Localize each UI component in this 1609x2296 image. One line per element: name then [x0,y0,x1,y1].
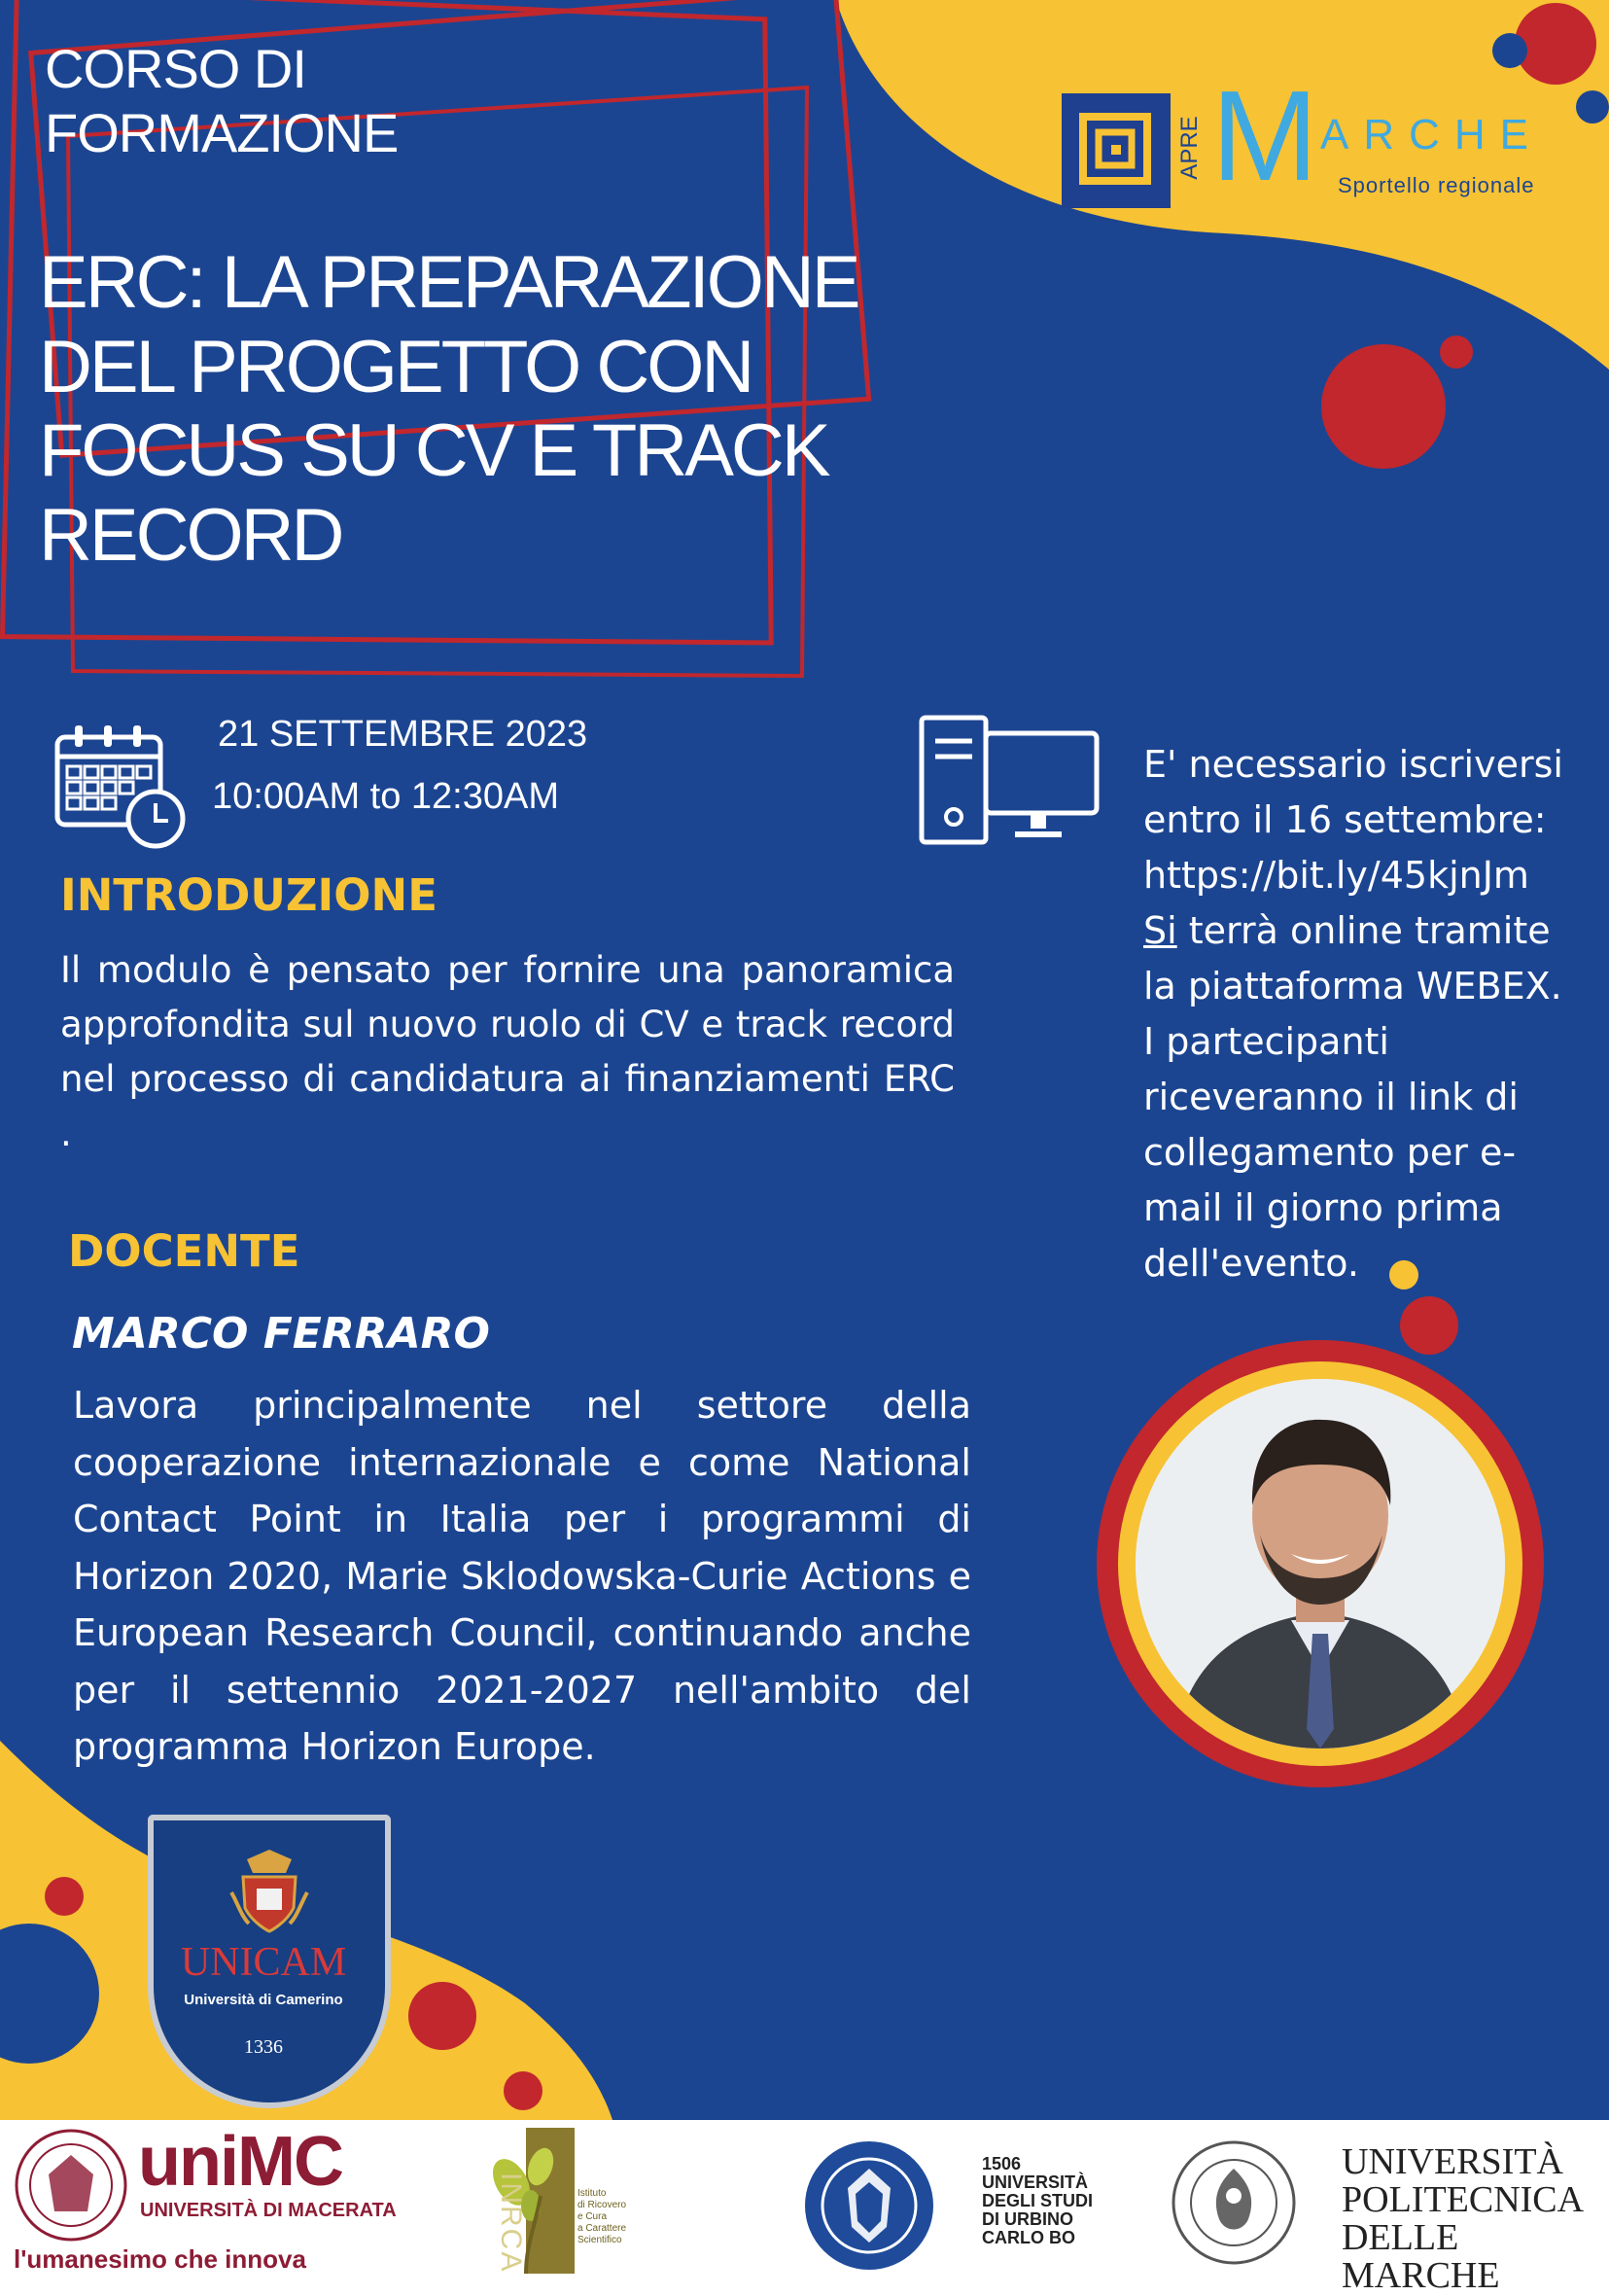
teacher-photo-frame [1097,1340,1544,1787]
event-time: 10:00AM to 12:30AM [212,776,559,817]
urbino-year: 1506 [982,2154,1022,2173]
calendar-icon [53,722,190,850]
teacher-name: MARCO FERRARO [72,1309,490,1359]
teacher-bio: Lavora principalmente nel settore della cooperazione internazionale e come National Contact Point in Italia per i programmi di Horizon 2020, Marie Sklodowska-Curie Actions e European Research Council, continuando anche per il settennio 2021-2027 nell'ambito del programma Horizon Europe. [73,1384,971,1768]
registration-line: riceveranno il link di [1143,1076,1519,1118]
apre-arche-text: ARCHE [1320,111,1544,159]
circle-blue-top [1492,33,1527,68]
course-line-1: CORSO DI [45,38,306,99]
urbino-line: CARLO BO [982,2228,1075,2247]
course-label [45,37,398,165]
inrca-sub-line: di Ricovero [577,2200,627,2210]
circle-red-small [1440,336,1473,369]
circle-blue-top-2 [1576,90,1609,124]
univpm-logo [1171,2139,1598,2296]
registration-line: entro il 16 settembre: [1143,798,1547,841]
inrca-name: INRCA [495,2172,527,2274]
inrca-sub-line: Scientifico [577,2235,622,2245]
urbino-line: UNIVERSITÀ [982,2172,1089,2192]
urbino-line: DEGLI STUDI [982,2191,1094,2210]
unicam-logo [148,1815,391,2108]
event-title [39,241,875,579]
univpm-line: DELLE MARCHE [1342,2217,1500,2296]
title-line-1: ERC: LA PREPARAZIONE [39,241,858,324]
unimc-logo [14,2123,402,2274]
circle-red-bl3 [504,2071,542,2110]
registration-line: collegamento per e- [1143,1131,1517,1174]
unicam-crest-icon [227,1848,311,1935]
apre-text: APRE [1176,116,1203,180]
partner-logos [0,2120,1609,2296]
apre-subtitle: Sportello regionale [1338,173,1535,197]
title-line-4: RECORD [39,493,342,577]
univpm-seal-icon [1171,2139,1297,2266]
introduction-text: Il modulo è pensato per fornire una panoramica approfondita sul nuovo ruolo di CV e track record nel processo di candidatura ai finanziamenti ERC . [60,949,955,1154]
apre-m-letter: M [1211,64,1318,207]
title-line-2: DEL PROGETTO CON [39,325,752,408]
urbino-seal-icon [803,2139,935,2272]
urbino-name [982,2155,1093,2247]
apre-marche-logo [1062,64,1567,210]
course-line-2: FORMAZIONE [45,102,399,164]
inrca-logo [482,2128,628,2274]
unimc-subtitle: UNIVERSITÀ DI MACERATA [140,2200,397,2221]
inrca-sub-line: Istituto [577,2188,607,2199]
title-line-3: FOCUS SU CV E TRACK [39,409,828,493]
registration-line: I partecipanti [1143,1020,1389,1063]
unicam-subtitle: Università di Camerino [184,1992,343,2008]
univpm-name [1342,2143,1598,2295]
circle-red-top [1515,3,1596,85]
inrca-sub-line: e Cura [577,2211,608,2222]
unimc-seal-icon [14,2128,128,2243]
unimc-name: uniMC [138,2123,342,2201]
registration-si-text: Si [1143,909,1177,952]
circle-red-bl1 [45,1877,84,1916]
unicam-year: 1336 [244,2036,283,2058]
registration-link[interactable]: https://bit.ly/45kjnJm [1143,854,1529,897]
apre-square-icon [1062,93,1171,208]
registration-online-text: terrà online tramite [1176,909,1551,952]
registration-info [1143,737,1563,1291]
teacher-heading: DOCENTE [68,1225,300,1277]
registration-line: mail il giorno prima [1143,1186,1503,1229]
univpm-line: POLITECNICA [1342,2179,1585,2220]
univpm-line: UNIVERSITÀ [1342,2141,1563,2182]
unimc-tagline: l'umanesimo che innova [14,2244,306,2274]
registration-line: la piattaforma WEBEX. [1143,965,1562,1007]
registration-line [1143,903,1563,959]
apre-vertical-bar [1172,93,1207,208]
event-date: 21 SETTEMBRE 2023 [218,714,588,755]
urbino-logo [803,2139,1114,2272]
circle-red-big [1321,344,1446,469]
urbino-line: DI URBINO [982,2209,1073,2229]
inrca-sub-line: a Carattere [577,2223,627,2234]
registration-line: E' necessario iscriversi [1143,743,1563,786]
inrca-subtitle [577,2188,626,2246]
introduction-heading: INTRODUZIONE [60,869,437,921]
circle-red-bl2 [408,1982,476,2050]
teacher-photo [1136,1379,1505,1748]
computer-icon [918,714,1102,850]
registration-line: dell'evento. [1143,1242,1359,1285]
unicam-name: UNICAM [180,1940,347,1985]
circle-red-photo [1400,1296,1458,1355]
